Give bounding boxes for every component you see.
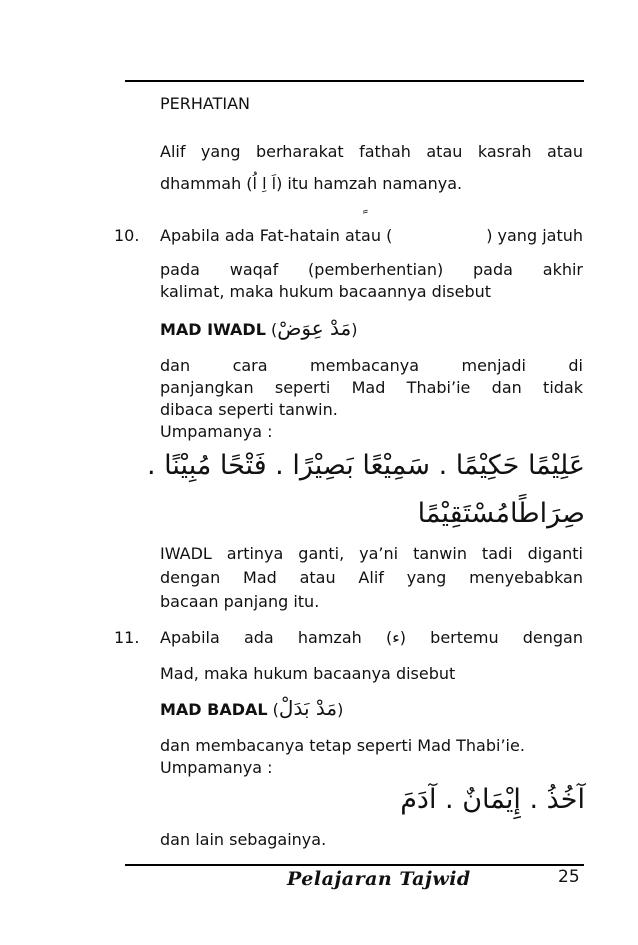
item-10-example-label: Umpamanya : bbox=[160, 422, 273, 441]
item-10-number: 10. bbox=[114, 226, 140, 245]
item-11-line-2: Mad, maka hukum bacaanya disebut bbox=[160, 664, 456, 683]
item-11-number: 11. bbox=[114, 628, 140, 647]
mad-iwadl-term: MAD IWADL (مَدْ عِوَضْ) bbox=[160, 316, 358, 340]
book-title: Pelajaran Tajwid bbox=[287, 868, 471, 890]
note-line-2-pre: dhammah ( bbox=[160, 174, 253, 193]
item-10-after-line-2: dengan Mad atau Alif yang menyebabkan bbox=[160, 568, 583, 587]
mad-iwadl-label: MAD IWADL bbox=[160, 320, 266, 339]
item-11-desc-line-1: dan membacanya tetap seperti Mad Thabi’ie. bbox=[160, 736, 525, 755]
item-11-example-label: Umpamanya : bbox=[160, 758, 273, 777]
item-10-line-3: kalimat, maka hukum bacaannya disebut bbox=[160, 282, 492, 301]
item-10-line-1-pre: Apabila ada Fat-hatain atau ( bbox=[160, 226, 393, 245]
note-line-2 bbox=[160, 174, 462, 194]
item-10-line-1-post: ) yang jatuh bbox=[486, 226, 583, 245]
note-line-2-post: ) itu hamzah namanya. bbox=[276, 174, 463, 193]
item-10-desc-line-1: dan cara membacanya menjadi di bbox=[160, 356, 583, 375]
heading: PERHATIAN bbox=[160, 94, 251, 113]
item-10-after-line-1: IWADL artinya ganti, ya’ni tanwin tadi diganti bbox=[160, 544, 583, 563]
top-rule bbox=[125, 80, 584, 82]
iwadl-example-arabic-2: صِرَاطًامُسْتَقِيْمًا bbox=[417, 498, 585, 529]
hamzah-forms-arabic: اَ اِ اُ bbox=[252, 174, 277, 193]
note-line-1: Alif yang berharakat fathah atau kasrah atau bbox=[160, 142, 583, 161]
item-11-line-1: Apabila ada hamzah (ء) bertemu dengan bbox=[160, 628, 584, 647]
closing-text: dan lain sebagainya. bbox=[160, 830, 327, 849]
mad-badal-label: MAD BADAL bbox=[160, 700, 268, 719]
item-10-desc-line-2: panjangkan seperti Mad Thabi’ie dan tidak bbox=[160, 378, 583, 397]
bottom-rule bbox=[125, 864, 584, 866]
mad-badal-term: MAD BADAL (مَدْ بَدَلْ) bbox=[160, 696, 344, 720]
page-number: 25 bbox=[558, 867, 580, 887]
item-10-desc-line-3: dibaca seperti tanwin. bbox=[160, 400, 338, 419]
item-10-after-line-3: bacaan panjang itu. bbox=[160, 592, 320, 611]
item-10-line-2: pada waqaf (pemberhentian) pada akhir bbox=[160, 260, 583, 279]
iwadl-example-arabic-1: عَلِيْمًا حَكِيْمًا . سَمِيْعًا بَصِيْرًا . فَتْحًا مُبِيْنًا . bbox=[147, 450, 585, 481]
mad-badal-arabic: مَدْ بَدَلْ bbox=[278, 696, 338, 720]
item-10-line-1 bbox=[160, 226, 583, 246]
mad-iwadl-arabic: مَدْ عِوَضْ bbox=[277, 316, 352, 340]
badal-example-arabic: آخُذُ . إِيْمَانٌ . آدَمَ bbox=[400, 784, 585, 815]
